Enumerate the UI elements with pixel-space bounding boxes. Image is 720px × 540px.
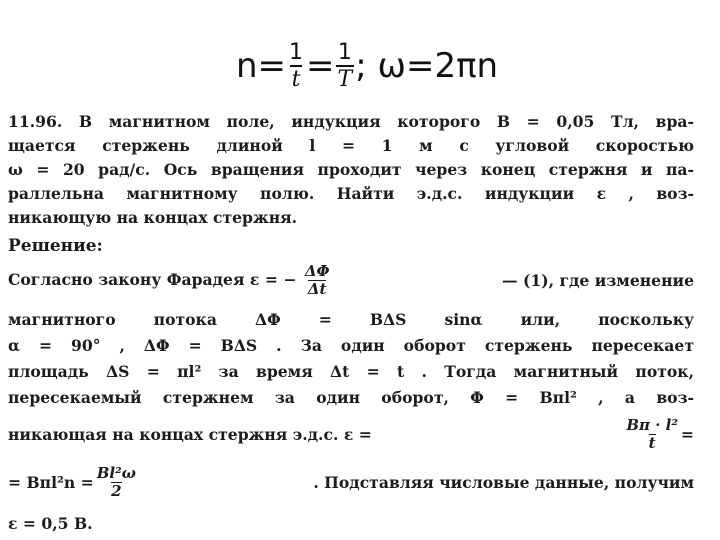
solution-text: — (1), где изменение (501, 271, 694, 291)
solution-text: . Подставляя числовые данные, получим (313, 473, 694, 493)
solution-answer: ε = 0,5 В. (8, 514, 93, 533)
fraction-numerator: Bl²ω (96, 464, 136, 482)
formula-heading (236, 30, 498, 102)
fraction-one-over-t (287, 39, 305, 92)
formula-suffix: ; ω=2πn (355, 46, 499, 86)
solution-text: = Bπl²n = (8, 473, 94, 493)
solution-heading: Решение: (8, 236, 103, 256)
problem-line-2: щается стержень длиной l = 1 м с угловой скоростью (8, 136, 694, 155)
scanned-problem-page (0, 104, 720, 540)
fraction-numerator: 1 (289, 39, 304, 65)
fraction-one-over-T (336, 39, 355, 92)
formula-prefix: n= (236, 46, 287, 86)
problem-line-4: раллельна магнитному полю. Найти э.д.с. индукции ε , воз- (8, 184, 694, 203)
fraction-numerator: 1 (337, 39, 352, 65)
problem-line-1: 11.96. В магнитном поле, индукция которого B = 0,05 Тл, вра- (8, 112, 694, 131)
fraction-numerator: ΔΦ (304, 262, 330, 280)
fraction-denominator: t (648, 433, 656, 452)
fraction-bl2w-over-2 (97, 466, 136, 500)
problem-line-5: никающую на концах стержня. (8, 208, 298, 227)
solution-line-5: пересекаемый стержнем за один оборот, Φ = Bπl² , а воз- (8, 388, 694, 407)
fraction-numerator: Bπ · l² (626, 416, 678, 434)
fraction-denominator: 2 (111, 481, 122, 500)
solution-line-1 (8, 264, 694, 298)
solution-line-3: α = 90° , ΔΦ = BΔS . За один оборот стержень пересекает (8, 336, 694, 355)
fraction-denominator: t (291, 66, 301, 92)
solution-line-4: площадь ΔS = πl² за время Δt = t . Тогда магнитный поток, (8, 362, 694, 381)
fraction-dphi-dt (305, 264, 330, 298)
formula-equals: = (306, 46, 335, 86)
fraction-bpi-l2-over-t (626, 418, 678, 452)
solution-text: Согласно закону Фарадея ε = − (8, 269, 297, 289)
solution-line-6 (8, 418, 694, 452)
solution-line-7 (8, 466, 694, 500)
solution-text: = (680, 425, 694, 445)
problem-line-3: ω = 20 рад/с. Ось вращения проходит через конец стержня и па- (8, 160, 694, 179)
fraction-denominator: Δt (307, 279, 327, 298)
solution-line-2: магнитного потока ΔΦ = BΔS sinα или, поскольку (8, 310, 694, 329)
solution-text: никающая на концах стержня э.д.с. ε = (8, 425, 372, 445)
fraction-denominator: T (337, 66, 353, 92)
